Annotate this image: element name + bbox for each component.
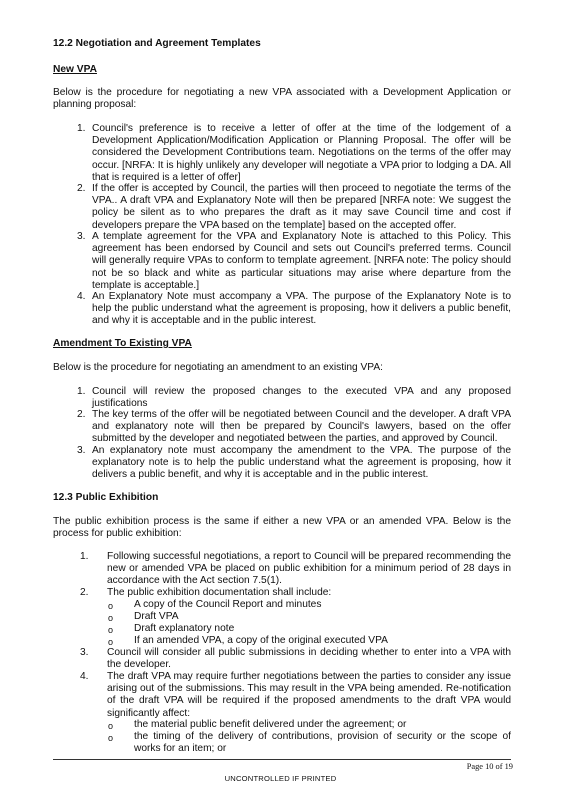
- list-item: Following successful negotiations, a report to Council will be prepared recommending the new or amended VPA be placed on public exhibition for a minimum period of 28 days in accordance with the Act section 7.5(1).: [107, 551, 511, 587]
- page-number: Page 10 of 19: [466, 762, 513, 771]
- list-number: 4.: [77, 291, 86, 302]
- subheading-amendment: Amendment To Existing VPA: [53, 338, 192, 349]
- section-heading-12-3: 12.3 Public Exhibition: [53, 492, 159, 503]
- bullet-marker: o: [108, 625, 114, 635]
- list-item: Council will consider all public submissions in deciding whether to enter into a VPA with the developer.: [107, 647, 511, 671]
- bullet-marker: o: [108, 601, 114, 611]
- bullet-marker: o: [108, 733, 114, 743]
- new-vpa-intro: Below is the procedure for negotiating a new VPA associated with a Development Application or planning proposal:: [53, 87, 511, 111]
- list-item: Council will review the proposed changes to the executed VPA and any proposed justifications: [92, 386, 511, 410]
- list-number: 3.: [77, 445, 86, 456]
- uncontrolled-notice: UNCONTROLLED IF PRINTED: [224, 774, 337, 783]
- list-number: 1.: [77, 123, 86, 134]
- list-item: An Explanatory Note must accompany a VPA. The purpose of the Explanatory Note is to help the public understand what the agreement is proposing, how it delivers a public benefit, and why it is acceptable and in the public interest.: [92, 291, 511, 327]
- list-item: A template agreement for the VPA and Explanatory Note is attached to this Policy. This agreement has been endorsed by Council and sets out Council's preferred terms. Council will generally require VPAs to conform to template agreement. [NRFA note: The policy should not be so black and white as particular situations may arise where departure from the template is acceptable.]: [92, 231, 511, 291]
- list-number: 1.: [80, 551, 89, 562]
- list-item: An explanatory note must accompany the amendment to the VPA. The purpose of the explanatory note is to help the public understand what the agreement is proposing, how it delivers a public benefit, and why it is acceptable and in the public interest.: [92, 445, 511, 481]
- public-exhibition-intro: The public exhibition process is the same if either a new VPA or an amended VPA. Below is the process for public exhibition:: [53, 516, 511, 540]
- list-number: 1.: [77, 386, 86, 397]
- list-item: If the offer is accepted by Council, the parties will then proceed to negotiate the terms of the VPA.. A draft VPA and Explanatory Note will then be prepared [NRFA note: We suggest the policy be silent as to who prepares the draft as it may save Council time and cost if developers prepare the VPA based on the template] based on the accepted offer.: [92, 183, 511, 231]
- bullet-item: Draft VPA: [134, 611, 179, 622]
- list-item: The public exhibition documentation shall include:: [107, 587, 332, 598]
- list-item: Council's preference is to receive a letter of offer at the time of the lodgement of a Development Application/Modification Application or Planning Proposal. The offer will be considered the Development Contributions team. Negotiations on the terms of the offer may occur. [NRFA: It is highly unlikely any developer will negotiate a VPA prior to lodging a DA. All that is required is a letter of offer]: [92, 123, 511, 183]
- bullet-item: Draft explanatory note: [134, 623, 235, 634]
- section-heading-12-2: 12.2 Negotiation and Agreement Templates: [53, 38, 261, 49]
- list-number: 2.: [80, 587, 89, 598]
- list-number: 4.: [80, 671, 89, 682]
- list-number: 2.: [77, 183, 86, 194]
- amendment-intro: Below is the procedure for negotiating an amendment to an existing VPA:: [53, 362, 383, 373]
- list-number: 3.: [80, 647, 89, 658]
- bullet-marker: o: [108, 721, 114, 731]
- bullet-item: If an amended VPA, a copy of the original executed VPA: [134, 635, 388, 646]
- list-item: The draft VPA may require further negotiations between the parties to consider any issue arising out of the submissions. This may result in the VPA being amended. Re-notification of the draft VPA will be required if the proposed amendments to the draft VPA would significantly affect:: [107, 671, 511, 719]
- list-number: 2.: [77, 409, 86, 420]
- subheading-new-vpa: New VPA: [53, 64, 97, 75]
- bullet-marker: o: [108, 613, 114, 623]
- list-item: The key terms of the offer will be negotiated between Council and the developer. A draft VPA and explanatory note will then be prepared by Council's lawyers, based on the offer submitted by the developer and negotiated between the parties, and approved by Council.: [92, 409, 511, 445]
- bullet-item: the material public benefit delivered under the agreement; or: [134, 719, 407, 730]
- footer-divider: [53, 759, 511, 760]
- bullet-item: the timing of the delivery of contributions, provision of security or the scope of works for an item; or: [134, 731, 511, 755]
- bullet-marker: o: [108, 637, 114, 647]
- list-number: 3.: [77, 231, 86, 242]
- bullet-item: A copy of the Council Report and minutes: [134, 599, 322, 610]
